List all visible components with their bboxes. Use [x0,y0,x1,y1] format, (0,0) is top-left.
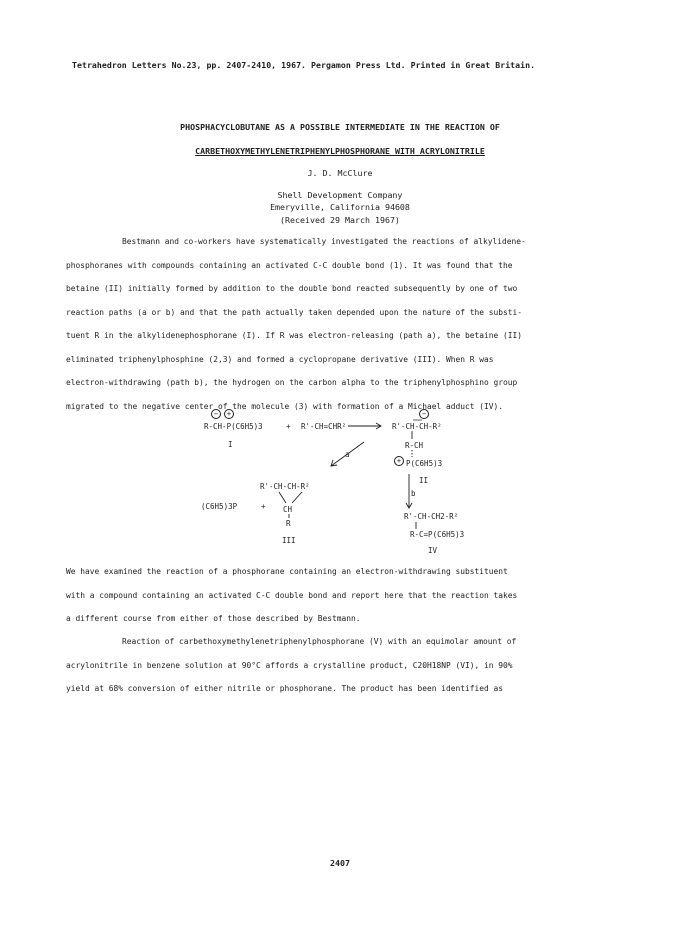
paragraph-3 [66,630,614,701]
para1-line: betaine (II) initially formed by addition to the double bond reacted subsequently by one of two [66,284,518,293]
affiliation-company: Shell Development Company [277,190,403,200]
label-compound-IV: IV [428,546,438,555]
label-compound-I: I [228,440,233,449]
journal-header: Tetrahedron Letters No.23, pp. 2407-2410, 1967. Pergamon Press Ltd. Printed in Great Britain. [72,60,536,70]
reactant-ylide-I: R-CH-P(C6H5)3 [204,422,263,431]
minus-charge-icon: − [419,409,429,419]
cyclopropane-r: R [286,519,291,528]
cyclopropane-ch: CH [283,505,293,514]
plus-charge-icon: + [394,456,404,466]
label-compound-III: III [282,536,296,545]
affiliation-location: Emeryville, California 94608 [270,202,410,212]
plus-sign: + [261,502,266,511]
path-a-label: a [345,450,350,459]
para1-line: reaction paths (a or b) and that the path actually taken depended upon the nature of the substi- [66,307,523,317]
michael-adduct-top: R'-CH-CH2-R² [404,512,459,521]
minus-charge-icon: − [211,409,221,419]
para1-line: Bestmann and co-workers have systematically investigated the reactions of alkylidene- [122,237,526,246]
michael-adduct-bottom: R-C=P(C6H5)3 [410,530,465,539]
paragraph-2 [66,560,614,631]
cyclopropane-top: R'-CH-CH-R² [260,482,310,491]
paragraph-1 [66,230,614,418]
reactant-alkene: R'-CH=CHR² [301,422,347,431]
betaine-top: R'-CH-CH-R² [392,422,442,431]
para2-line: a different course from either of those described by Bestmann. [66,614,361,623]
received-date: (Received 29 March 1967) [280,215,400,225]
plus-charge-icon: + [224,409,234,419]
para3-line: yield at 68% conversion of either nitrile or phosphorane. The product has been identified as [66,684,504,693]
para1-line: migrated to the negative center of the molecule (3) with formation of a Michael adduct (IV). [66,401,504,411]
para3-line: Reaction of carbethoxymethylenetriphenylphosphorane (V) with an equimolar amount of [122,637,517,646]
page-number: 2407 [330,858,350,868]
author: J. D. McClure [307,168,373,178]
plus-sign: + [286,422,291,431]
label-compound-II: II [419,476,429,485]
para3-line: acrylonitrile in benzene solution at 90°C affords a crystalline product, C20H18NP (VI), in 90% [66,660,513,670]
para2-line: We have examined the reaction of a phosphorane containing an electron-withdrawing substituent [66,567,508,576]
path-b-label: b [411,489,416,498]
betaine-phosphonium: P(C6H5)3 [406,459,443,468]
para1-line: tuent R in the alkylidenephosphorane (I). If R was electron-releasing (path a), the betaine (II) [66,331,523,340]
title-line-2: CARBETHOXYMETHYLENETRIPHENYLPHOSPHORANE WITH ACRYLONITRILE [195,146,485,156]
title-line-1: PHOSPHACYCLOBUTANE AS A POSSIBLE INTERMEDIATE IN THE REACTION OF [180,122,500,132]
para1-line: electron-withdrawing (path b), the hydrogen on the carbon alpha to the triphenylphosphino group [66,378,518,387]
para2-line: with a compound containing an activated C-C double bond and report here that the reaction takes [66,590,518,600]
betaine-rch: R-CH [405,441,424,450]
para1-line: phosphoranes with compounds containing an activated C-C double bond (1). It was found that the [66,260,513,270]
triphenylphosphine: (C6H5)3P [201,502,238,511]
para1-line: eliminated triphenylphosphine (2,3) and formed a cyclopropane derivative (III). When R was [66,354,494,364]
